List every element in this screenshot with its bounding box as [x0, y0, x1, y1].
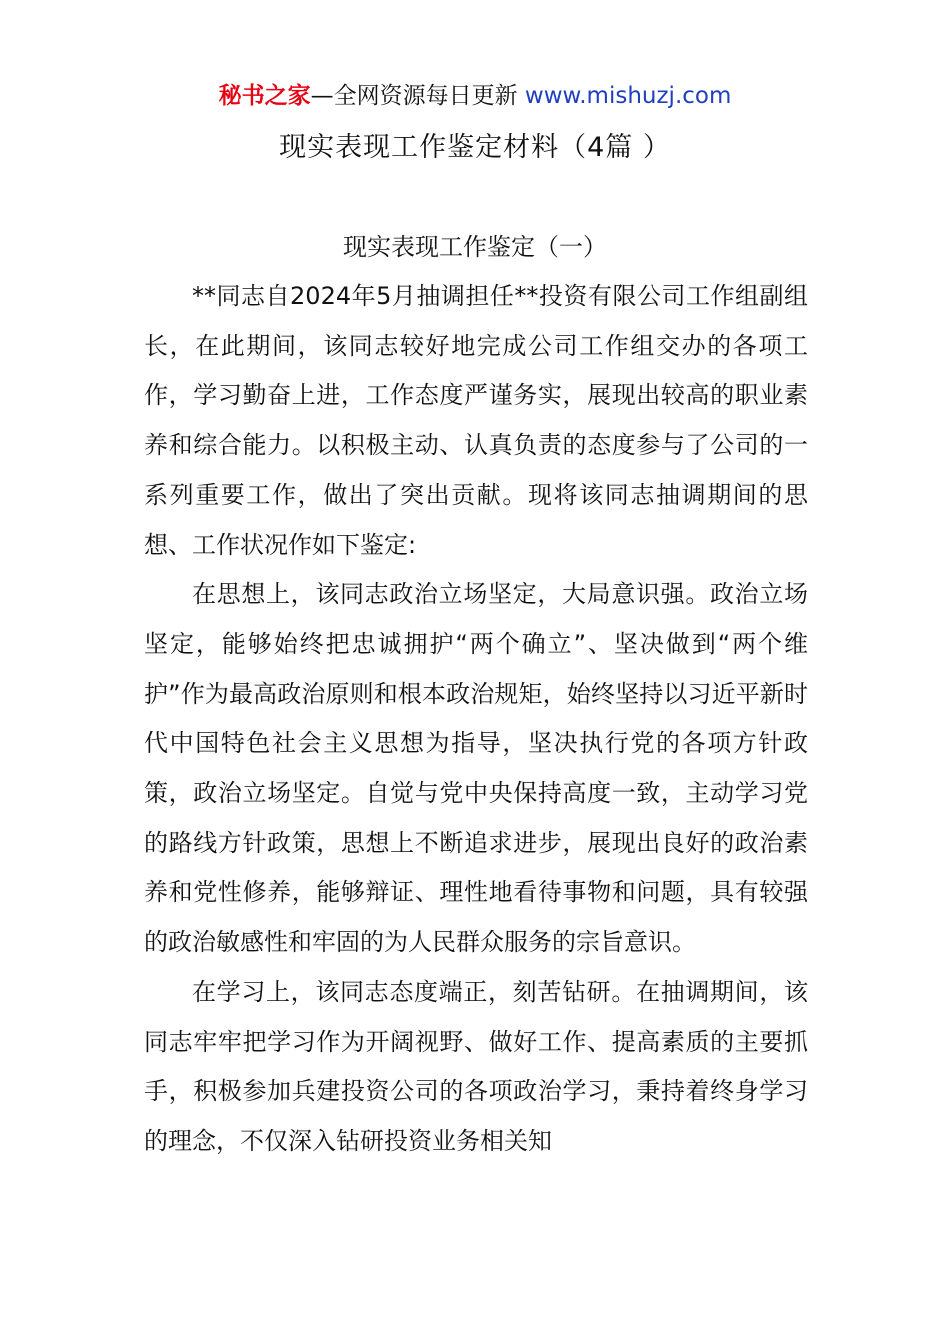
site-tagline: —全网资源每日更新	[310, 83, 525, 109]
site-header	[0, 80, 950, 112]
document-title: 现实表现工作鉴定材料（4篇 ）	[279, 132, 671, 163]
site-brand: 秘书之家	[218, 83, 311, 109]
paragraph-study: 在学习上，该同志态度端正，刻苦钻研。在抽调期间，该同志牢牢把学习作为开阔视野、做好工作、提高素质的主要抓手，积极参加兵建投资公司的各项政治学习，秉持着终身学习的理念，不仅深入钻研投资业务相关知	[144, 977, 808, 1155]
paragraph-ideology: 在思想上，该同志政治立场坚定，大局意识强。政治立场坚定，能够始终把忠诚拥护“两个确立”、坚决做到“两个维护”作为最高政治原则和根本政治规矩，始终坚持以习近平新时代中国特色社会主义思想为指导，坚决执行党的各项方针政策，政治立场坚定。自觉与党中央保持高度一致，主动学习党的路线方针政策，思想上不断追求进步，展现出良好的政治素养和党性修养，能够辩证、理性地看待事物和问题，具有较强的政治敏感性和牢固的为人民群众服务的宗旨意识。	[144, 580, 808, 957]
section-title: 现实表现工作鉴定（一）	[343, 233, 607, 261]
site-url-link[interactable]: www.mishuzj.com	[524, 83, 732, 109]
document-body	[144, 272, 808, 1167]
paragraph-intro: **同志自2024年5月抽调担任**投资有限公司工作组副组长，在此期间，该同志较好地完成公司工作组交办的各项工作，学习勤奋上进，工作态度严谨务实，展现出较高的职业素养和综合能力。以积极主动、认真负责的态度参与了公司的一系列重要工作，做出了突出贡献。现将该同志抽调期间的思想、工作状况作如下鉴定:	[144, 282, 808, 559]
